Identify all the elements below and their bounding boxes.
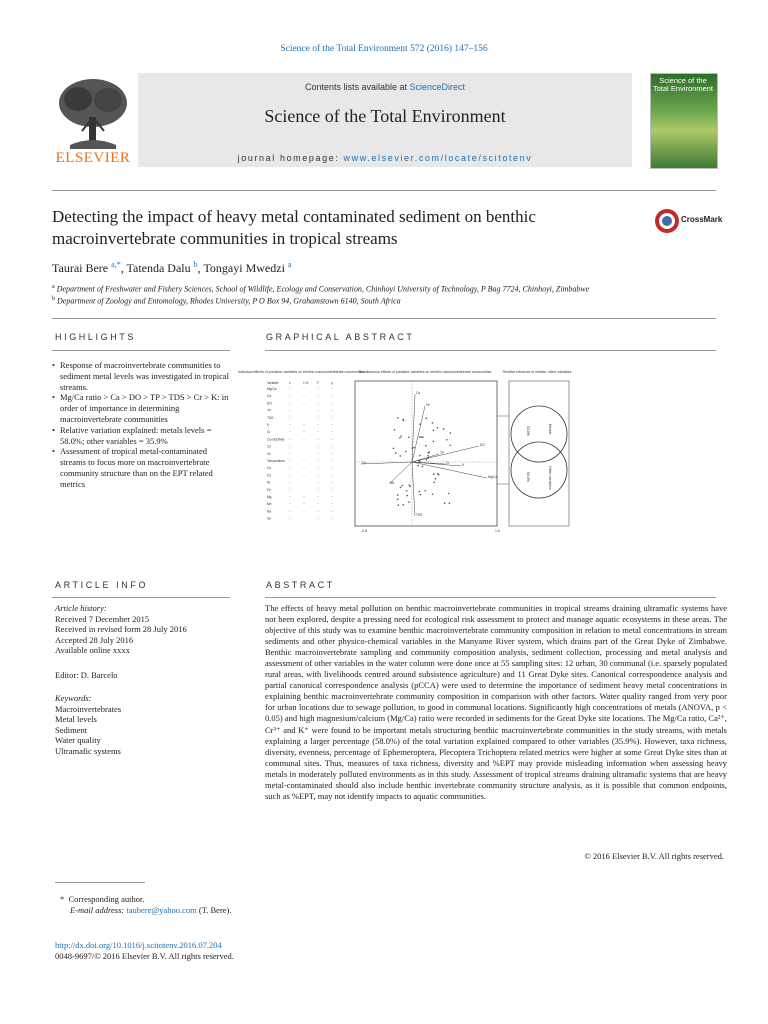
ga-species-point <box>402 419 404 421</box>
ga-table-cell: ·· <box>317 415 320 420</box>
section-rule <box>52 318 716 319</box>
ga-table-row-label: Cr <box>267 430 271 435</box>
ga-species-point <box>426 459 428 461</box>
ga-table-cell: ·· <box>303 387 306 391</box>
graphical-abstract-figure[interactable] <box>237 366 575 534</box>
ga-table-cell: ·· <box>303 487 306 492</box>
affiliation-marker: a <box>52 284 55 290</box>
ga-species-point <box>450 444 452 446</box>
header-rule <box>52 190 716 191</box>
ga-table-cell: ·· <box>303 459 306 463</box>
ga-species-point <box>449 502 451 504</box>
article-info-heading: ARTICLE INFO <box>55 580 149 590</box>
ga-table-header-cell: p <box>331 381 333 385</box>
keyword-item: Ultramafic systems <box>55 745 121 756</box>
ga-table-cell: ·· <box>303 502 306 507</box>
ga-vectors <box>361 391 498 517</box>
ga-species-point <box>400 487 402 489</box>
ga-table-row-label: Ni <box>267 480 271 485</box>
ga-table-cell: ·· <box>289 480 292 485</box>
journal-homepage <box>138 153 632 163</box>
ga-table-cell: ·· <box>289 444 292 449</box>
ga-table-cell: ·· <box>317 394 320 399</box>
ga-species-point <box>419 455 421 457</box>
abstract-copyright: © 2016 Elsevier B.V. All rights reserved. <box>584 851 724 861</box>
ga-table-cell: ·· <box>303 430 306 435</box>
ga-table-cell: ·· <box>289 466 292 471</box>
ga-species-point <box>433 473 435 475</box>
ga-table-cell: ·· <box>289 430 292 435</box>
ga-table-row-label: Fe <box>267 487 271 492</box>
ga-species-point <box>424 490 426 492</box>
sciencedirect-link[interactable]: ScienceDirect <box>409 82 466 92</box>
ga-table-row-label: Se <box>267 516 271 521</box>
ga-table-header-cell: λ % <box>303 381 309 385</box>
ga-species-point <box>432 422 434 424</box>
ga-table-cell: ·· <box>303 401 306 406</box>
ga-table-row-label: Cu <box>267 466 272 471</box>
ga-species-point <box>448 493 450 495</box>
ga-species-point <box>397 499 399 501</box>
highlights-heading: HIGHLIGHTS <box>55 332 137 342</box>
email-link[interactable]: taubere@yahoo.com <box>126 905 197 915</box>
ga-species-point <box>399 437 401 439</box>
ga-vector-line <box>412 446 479 462</box>
ga-table-cell: ·· <box>331 387 334 391</box>
ga-table-row-label: Mn <box>267 502 272 507</box>
ga-species-point <box>406 490 408 492</box>
ga-table-cell: ·· <box>303 444 306 449</box>
ga-table-cell: ·· <box>331 444 334 449</box>
ga-vector-label: K <box>462 463 465 467</box>
ga-vector-label: Ca <box>416 391 421 395</box>
ga-species-point <box>408 437 410 439</box>
ga-species-point <box>417 465 419 467</box>
ga-table-cell: ·· <box>303 466 306 471</box>
ga-table-cell: ·· <box>317 408 320 413</box>
highlights-list <box>52 360 230 490</box>
ga-table-cell: ·· <box>317 387 320 391</box>
ga-species-point <box>419 491 421 493</box>
author-affiliation-marker[interactable]: a,* <box>111 260 121 269</box>
ga-species-point <box>435 478 437 480</box>
abstract-text: The effects of heavy metal pollution on benthic macroinvertebrate communities in tropical streams draining ultramafic systems have not been explored, despite a pressing need for ecological risk assessment to protect and manage aquatic ecosystems in these areas. The objective of this study was to examine benthic macroinvertebrate community composition in relation to metal concentrations in stream sediments and other physico-chemical variables in the Manyame River system, which drains part of the Great Dyke of Zimbabwe. Benthic macroinvertebrate sampling and community composition analysis, sediment collection, processing and metal analysis and assessment of other variables in the water column were done once at 55 sampling sites: 12 urban, 30 communal (i.e. sparsely populated rural areas, with livelihoods centred around subsistence agriculture) and 11 Great Dyke sites. Canonical correspondence analysis and partial canonical correspondence analysis (pCCA) were used to determine the importance of sediment heavy metal concentrations in explaining benthic macroinvertebrate community composition in comparison with other factors. Water quality ranged from very poor for urban locations due to sewage pollution, to good in communal locations. Significantly high concentrations of metals (ANOVA, p < 0.05) and high magnesium/calcium (Mg/Ca) ratio were recorded in sediments for the Great Dyke site locations. The Mg/Ca ratio, Ca²⁺, Cr³⁺ and K⁺ were found to be important metals structuring benthic macroinvertebrate communities in the study streams, with metals explaining a larger percentage (58.0%) of the total variation explained compared to other variables (35.9%). However, taxa richness, diversity, evenness, percentage of Ephemeroptera, Plecoptera Trichoptera related metrics were higher at some Great Dyke sites than at communal sites. Thus, measures of taxa richness, diversity and %EPT may provide misleading information when assessing heavy metals in moderately polluted environments as in this study. Assessment of tropical streams draining ultramafic systems that are heavy metal-contaminated should also include benthic invertebrate community structure analysis, as it is possible that common endpoints, such as %EPT, may not identify impacts to aquatic communities. <box>265 603 727 801</box>
ga-species-point <box>420 494 422 496</box>
journal-citation-link[interactable]: Science of the Total Environment 572 (2016) 147–156 <box>280 44 488 54</box>
keywords-label: Keywords: <box>55 693 92 703</box>
ga-species-point <box>419 423 421 425</box>
ga-vector-label: TP <box>440 451 445 455</box>
ga-table-cell: ·· <box>303 516 306 521</box>
ga-table-cell: ·· <box>331 487 334 492</box>
homepage-link[interactable]: www.elsevier.com/locate/scitotenv <box>343 153 533 163</box>
ga-table-cell: ·· <box>331 516 334 521</box>
ga-table-cell: ·· <box>317 444 320 449</box>
ga-table-cell: ·· <box>331 394 334 399</box>
ga-right-caption: Relative influence of metals / other variables <box>502 370 572 374</box>
history-item: Received in revised form 28 July 2016 <box>55 624 187 635</box>
ga-venn-label: Metals <box>548 424 552 435</box>
ga-table-cell: ·· <box>289 437 292 442</box>
ga-species-points <box>393 417 452 506</box>
ga-table-cell: ·· <box>331 480 334 485</box>
contents-line <box>138 82 632 92</box>
ga-venn-label: 33.8% <box>526 426 530 436</box>
ga-table-cell: ·· <box>289 509 292 514</box>
ga-species-point <box>409 486 411 488</box>
ga-table-cell: ·· <box>289 473 292 478</box>
ga-table-cell: ·· <box>289 487 292 492</box>
journal-title[interactable]: Science of the Total Environment <box>264 106 506 126</box>
corresponding-marker: * <box>60 894 65 904</box>
keyword-item: Metal levels <box>55 714 97 725</box>
ga-species-point <box>422 436 424 438</box>
ga-table-cell: ·· <box>317 487 320 492</box>
ga-vector-line <box>412 462 415 516</box>
ga-table-row-label: Temperature <box>267 459 285 463</box>
keyword-item: Sediment <box>55 724 88 735</box>
author-name[interactable]: Tatenda Dalu <box>126 261 191 275</box>
ga-species-point <box>413 447 415 449</box>
ga-table-cell: ·· <box>331 415 334 420</box>
author-affiliation-marker[interactable]: a <box>287 260 292 269</box>
ga-species-point <box>425 445 427 447</box>
abstract-rule <box>265 597 716 598</box>
ga-table-cell: ·· <box>303 509 306 514</box>
ga-table-cell: ·· <box>317 495 320 499</box>
ga-table-cell: ·· <box>317 430 320 435</box>
ga-table-cell: ·· <box>289 415 292 420</box>
ga-species-point <box>420 436 422 438</box>
ga-species-point <box>402 504 404 506</box>
email-suffix: (T. Bere). <box>196 905 232 915</box>
ga-table-cell: ·· <box>331 473 334 478</box>
ga-vector-label: Fe <box>426 403 430 407</box>
email-note <box>70 905 232 915</box>
ga-table-row-label: TP <box>267 408 272 413</box>
ga-table-cell: ·· <box>303 415 306 420</box>
affiliation-a <box>52 284 712 294</box>
ga-species-point <box>400 435 402 437</box>
ga-species-point <box>393 448 395 450</box>
ga-table-header-cell: Variable <box>267 381 279 385</box>
ga-species-point <box>399 455 401 457</box>
ga-table-row-label: Co <box>267 444 272 449</box>
ga-table-row-label: Mg/Ca <box>267 387 277 391</box>
ga-table-cell: ·· <box>303 495 306 499</box>
crossmark-label: CrossMark <box>681 215 723 224</box>
ga-species-point <box>397 417 399 419</box>
highlight-item: • Assessment of tropical metal-contaminated streams to focus more on macroinvertebrate community structure than on the EPT related metrics <box>52 446 230 489</box>
ga-species-point <box>425 417 427 419</box>
ga-vector-label: Cr <box>446 461 450 465</box>
ga-table-cell: ·· <box>331 451 334 456</box>
ga-species-point <box>432 493 434 495</box>
ga-table-cell: ·· <box>303 423 306 427</box>
ga-table-cell: ·· <box>289 408 292 413</box>
history-item: Received 7 December 2015 <box>55 613 150 624</box>
ga-table-cell: ·· <box>289 459 292 463</box>
ga-species-point <box>427 457 429 459</box>
ga-variable-table <box>267 381 333 521</box>
ga-table-cell: ·· <box>331 437 334 442</box>
ga-species-point <box>433 429 435 431</box>
ga-venn-circle-metals <box>511 406 567 462</box>
abstract-heading: ABSTRACT <box>266 580 335 590</box>
ga-species-point <box>397 494 399 496</box>
ga-axis-max-label: 1.0 <box>495 529 500 533</box>
ga-table-cell: ·· <box>317 401 320 406</box>
ga-table-cell: ·· <box>317 516 320 521</box>
ga-table-header-cell: λ <box>289 381 291 385</box>
ga-species-point <box>450 432 452 434</box>
email-label: E-mail address: <box>70 905 127 915</box>
ga-table-cell: ·· <box>331 430 334 435</box>
author-name[interactable]: Taurai Bere <box>52 261 109 275</box>
article-history <box>55 603 187 656</box>
ga-venn-frame <box>509 381 569 526</box>
ga-species-point <box>401 485 403 487</box>
ga-table-cell: ·· <box>317 509 320 514</box>
ga-table-cell: ·· <box>331 401 334 406</box>
ga-vector-line <box>361 462 412 464</box>
highlight-item: • Relative variation explained: metals levels = 58.0%; other variables = 35.9% <box>52 425 230 447</box>
footnote-rule <box>55 882 145 883</box>
ga-table-row-label: Zn <box>267 451 271 456</box>
ga-species-point <box>433 440 435 442</box>
ga-table-cell: ·· <box>317 423 320 427</box>
ga-connector-arrows <box>497 416 509 484</box>
ga-table-cell: ·· <box>317 466 320 471</box>
ga-table-row-label: K <box>267 423 270 427</box>
ga-table-cell: ·· <box>317 451 320 456</box>
ga-table-cell: ·· <box>289 502 292 507</box>
ga-table-cell: ·· <box>303 408 306 413</box>
ga-species-point <box>419 436 421 438</box>
author-affiliation-marker[interactable]: b <box>193 260 198 269</box>
ga-species-point <box>444 502 446 504</box>
ga-table-cell: ·· <box>289 451 292 456</box>
ga-vector-line <box>412 454 439 462</box>
ga-table-cell: ·· <box>317 437 320 442</box>
article-info-rule <box>52 597 230 598</box>
ga-table-cell: ·· <box>303 437 306 442</box>
ga-table-cell: ·· <box>289 394 292 399</box>
history-item: Accepted 28 July 2016 <box>55 634 134 645</box>
ga-table-row-label: Cd <box>267 473 272 478</box>
ga-species-point <box>394 429 396 431</box>
corresponding-author-text: Corresponding author. <box>68 894 145 904</box>
ga-table-row-label: TDS <box>267 415 274 420</box>
corresponding-author-note <box>60 894 145 904</box>
author-list: Taurai Bere $^{a,*}$, Tatenda Dalu $^b$, Tongayi Mwedzi $^a$ <box>52 260 292 275</box>
ga-table-cell: ·· <box>317 473 320 478</box>
ga-table-cell: ·· <box>331 423 334 427</box>
ga-species-point <box>408 501 410 503</box>
ga-species-point <box>427 455 429 457</box>
ga-table-cell: ·· <box>303 451 306 456</box>
ga-species-point <box>443 428 445 430</box>
highlight-item: • Response of macroinvertebrate communities to sediment metal levels was investigated in tropical streams. <box>52 360 230 392</box>
issn-line: 0048-9697/© 2016 Elsevier B.V. All rights reserved. <box>55 951 234 961</box>
keywords-block <box>55 693 121 757</box>
ga-table-cell: ·· <box>331 509 334 514</box>
ga-species-point <box>422 466 424 468</box>
ga-table-cell: ·· <box>289 401 292 406</box>
ga-venn-label: Other variables <box>548 466 552 490</box>
ga-venn-circle-other <box>511 442 567 498</box>
ga-table-cell: ·· <box>317 502 320 507</box>
ga-table-cell: ·· <box>331 459 334 463</box>
contents-prefix: Contents lists available at <box>304 82 410 92</box>
keyword-item: Water quality <box>55 735 101 746</box>
ga-table-cell: ·· <box>289 495 292 499</box>
affiliation-text: Department of Freshwater and Fishery Sciences, School of Wildlife, Ecology and Conservation, Chinhoyi University of Technology, P Bag 7724, Chinhoyi, Zimbabwe <box>56 284 590 294</box>
ga-species-point <box>428 451 430 453</box>
ga-table-cell: ·· <box>289 387 292 391</box>
ga-table-cell: ·· <box>303 473 306 478</box>
ga-vector-line <box>412 462 461 466</box>
ga-table-row-label: Ca <box>267 394 272 399</box>
editor-line: Editor: D. Barcelo <box>55 670 118 680</box>
ga-species-point <box>398 504 400 506</box>
ga-table-cell: ·· <box>303 394 306 399</box>
ga-vector-label: TDS <box>416 513 423 517</box>
ga-table-cell: ·· <box>331 495 334 499</box>
ga-vector-label: DO <box>480 443 485 447</box>
ga-table-row-label: Conductivity <box>267 437 285 442</box>
ga-species-point <box>433 482 435 484</box>
ga-table-cell: ·· <box>331 502 334 507</box>
elsevier-wordmark: ELSEVIER <box>55 150 131 166</box>
ga-species-point <box>418 460 420 462</box>
ga-species-point <box>407 495 409 497</box>
homepage-prefix: journal homepage: <box>237 153 344 163</box>
ga-species-point <box>437 427 439 429</box>
doi-link[interactable]: http://dx.doi.org/10.1016/j.scitotenv.2016.07.204 <box>55 940 222 950</box>
ga-table-header-cell: F <box>317 381 319 385</box>
ga-vector-label: Cu <box>362 461 367 465</box>
ga-left-caption: Individual effects of predictor variables on benthic macroinvertebrate communities <box>237 370 365 374</box>
ga-axis-min-label: -0.8 <box>361 529 368 533</box>
ga-venn-label: 58.0% <box>526 472 530 482</box>
ga-species-point <box>405 451 407 453</box>
author-name[interactable]: Tongayi Mwedzi <box>203 261 285 275</box>
graphical-abstract-heading: GRAPHICAL ABSTRACT <box>266 332 415 342</box>
ga-table-cell: ·· <box>303 480 306 485</box>
ga-vector-line <box>412 462 487 478</box>
history-item: Available online xxxx <box>55 645 130 656</box>
ga-species-point <box>437 473 439 475</box>
article-history-label: Article history: <box>55 603 107 613</box>
ga-table-cell: ·· <box>289 423 292 427</box>
ga-table-cell: ·· <box>317 480 320 485</box>
graphical-abstract-rule <box>265 350 716 351</box>
ga-species-point <box>395 452 397 454</box>
article-title: Detecting the impact of heavy metal contaminated sediment on benthic macroinvertebrate communities in tropical streams <box>52 207 536 248</box>
ga-vector-label: Mn <box>390 481 395 485</box>
affiliation-marker: b <box>52 296 55 302</box>
ga-table-row-label: DO <box>267 401 272 406</box>
ga-table-row-label: Mg <box>267 495 272 499</box>
affiliation-b <box>52 296 712 306</box>
cover-title: Science of the Total Environment <box>652 76 714 93</box>
ga-table-cell: ·· <box>317 459 320 463</box>
ga-table-row-label: Na <box>267 509 272 514</box>
ga-table-cell: ·· <box>331 408 334 413</box>
ga-middle-caption: Simultaneous effects of predictor variables on benthic macroinvertebrate communities <box>358 370 492 374</box>
ga-table-cell: ·· <box>331 466 334 471</box>
ga-vector-label: Mg/Ca <box>488 475 498 479</box>
highlight-item: • Mg/Ca ratio > Ca > DO > TP > TDS > Cr > K: in order of importance in determining macroinvertebrate communities <box>52 392 230 424</box>
ga-species-point <box>408 484 410 486</box>
affiliation-text: Department of Zoology and Entomology, Rhodes University, P O Box 94, Grahamstown 6140, South Africa <box>57 296 401 306</box>
ga-species-point <box>412 447 414 449</box>
highlights-rule <box>52 350 230 351</box>
keyword-item: Macroinvertebrates <box>55 703 122 714</box>
ga-species-point <box>446 439 448 441</box>
ga-table-cell: ·· <box>289 516 292 521</box>
